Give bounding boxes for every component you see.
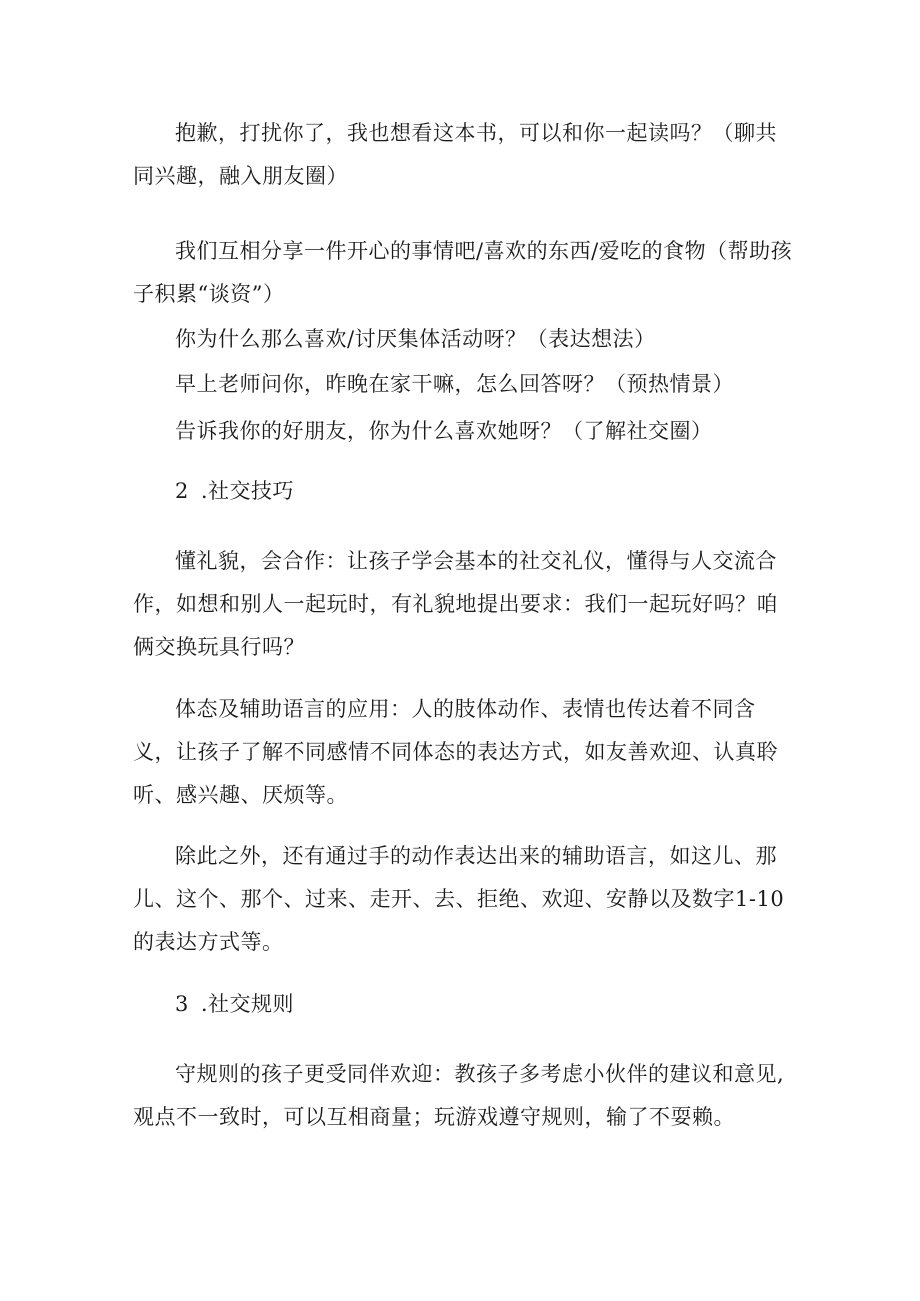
section-title: .社交技巧 <box>200 479 295 503</box>
paragraph-teacher-question: 早上老师问你，昨晚在家干嘛，怎么回答呀？（预热情景） <box>175 372 734 396</box>
paragraph-follow-rules: 守规则的孩子更受同伴欢迎：教孩子多考虑小伙伴的建议和意见,观点不一致时，可以互相商量；玩游戏遵守规则，输了不耍赖。 <box>133 1062 785 1129</box>
paragraph-share-happy-things: 我们互相分享一件开心的事情吧/喜欢的东西/爱吃的食物（帮助孩子积累“谈资”） <box>133 239 793 306</box>
section-number: 2 <box>175 479 189 503</box>
section-number: 3 <box>175 992 189 1016</box>
paragraph-good-friend: 告诉我你的好朋友，你为什么喜欢她呀？（了解社交圈） <box>175 419 713 443</box>
section-heading-social-rules <box>175 983 294 1026</box>
paragraph-group-activity: 你为什么那么喜欢/讨厌集体活动呀？（表达想法） <box>175 327 656 351</box>
section-title: .社交规则 <box>200 992 295 1016</box>
section-heading-social-skills <box>175 470 294 513</box>
paragraph-hand-gestures: 除此之外，还有通过手的动作表达出来的辅助语言，如这儿、那儿、这个、那个、过来、走开、去、拒绝、欢迎、安静以及数字1-10的表达方式等。 <box>133 844 785 954</box>
paragraph-shared-interest: 抱歉，打扰你了，我也想看这本书，可以和你一起读吗？（聊共同兴趣，融入朋友圈） <box>133 121 777 188</box>
paragraph-body-language: 体态及辅助语言的应用：人的肢体动作、表情也传达着不同含义，让孩子了解不同感情不同体态的表达方式，如友善欢迎、认真聆听、感兴趣、厌烦等。 <box>133 697 778 807</box>
paragraph-manners-cooperation: 懂礼貌，会合作：让孩子学会基本的社交礼仪，懂得与人交流合作，如想和别人一起玩时，有礼貌地提出要求：我们一起玩好吗？咱俩交换玩具行吗？ <box>133 549 778 659</box>
